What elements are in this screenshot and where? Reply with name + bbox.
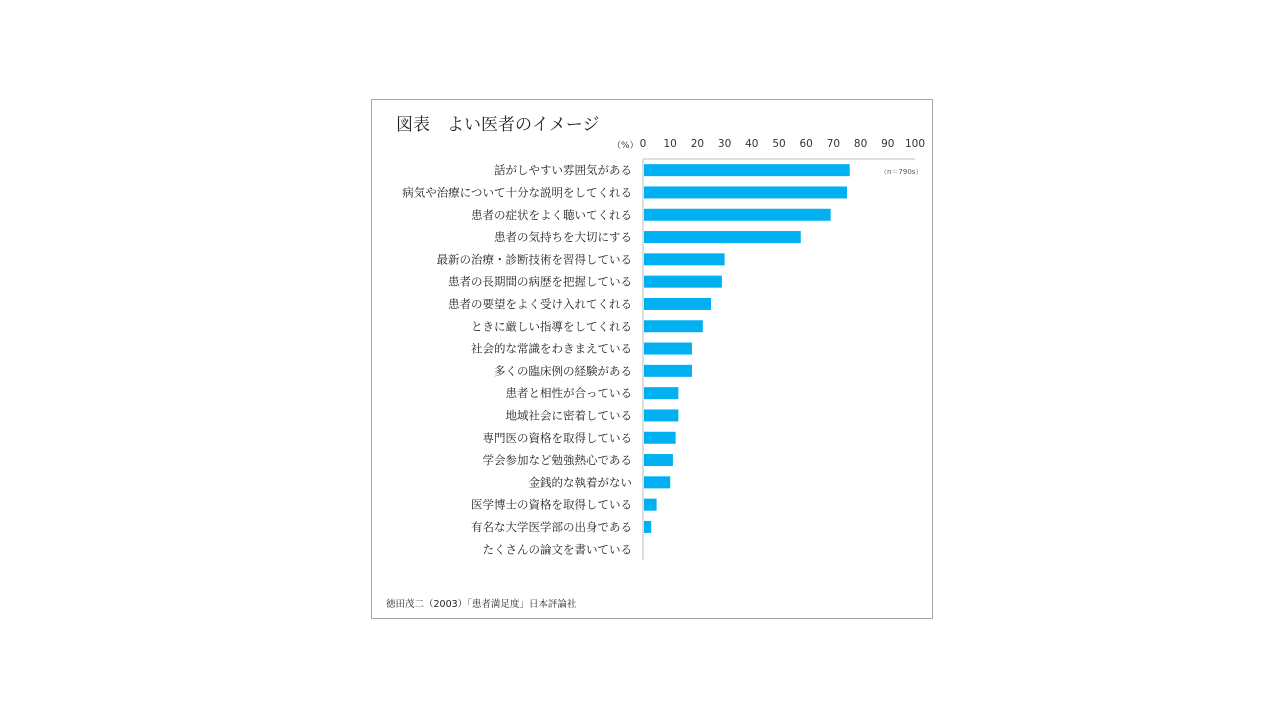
x-tick-label: 40 xyxy=(745,138,759,150)
chart-frame xyxy=(371,99,933,619)
bar xyxy=(644,454,673,466)
unit-label: （%） xyxy=(612,141,639,151)
category-label: たくさんの論文を書いている xyxy=(482,542,632,557)
x-tick-label: 10 xyxy=(663,138,677,150)
source-citation: 徳田茂二（2003）「患者満足度」日本評論社 xyxy=(386,599,577,610)
category-label: 患者と相性が合っている xyxy=(505,386,632,401)
category-label: 有名な大学医学部の出身である xyxy=(471,519,632,534)
x-tick-label: 80 xyxy=(853,138,868,150)
bar xyxy=(644,164,850,176)
category-label: 地域社会に密着している xyxy=(505,408,632,423)
x-tick-label: 100 xyxy=(904,138,926,150)
bar xyxy=(644,231,801,243)
x-tick-label: 60 xyxy=(799,138,813,150)
category-label: 学会参加など勉強熱心である xyxy=(482,453,632,468)
bar xyxy=(644,499,657,511)
bar xyxy=(644,186,847,198)
category-label: ときに厳しい指導をしてくれる xyxy=(471,319,632,334)
category-label: 患者の要望をよく受け入れてくれる xyxy=(448,296,632,311)
category-label: 多くの臨床例の経験がある xyxy=(494,363,632,378)
category-label: 話がしやすい雰囲気がある xyxy=(494,163,632,178)
bar xyxy=(644,253,725,265)
bar xyxy=(644,387,678,399)
category-label: 社会的な常識をわきまえている xyxy=(471,341,632,356)
bar-chart xyxy=(372,100,934,620)
category-label: 患者の気持ちを大切にする xyxy=(494,230,632,245)
bar xyxy=(644,409,678,421)
sample-size-note: （n＝790s） xyxy=(880,168,923,176)
x-tick-label: 20 xyxy=(690,138,705,150)
category-label: 病気や治療について十分な説明をしてくれる xyxy=(402,185,632,200)
chart-title: 図表 よい医者のイメージ xyxy=(396,115,600,135)
category-label: 医学博士の資格を取得している xyxy=(471,497,632,512)
bar xyxy=(644,432,676,444)
x-tick-label: 0 xyxy=(639,138,647,150)
x-tick-label: 30 xyxy=(717,138,732,150)
x-tick-label: 90 xyxy=(881,138,895,150)
category-label: 最新の治療・診断技術を習得している xyxy=(436,252,632,267)
bar xyxy=(644,209,831,221)
bar xyxy=(644,476,670,488)
bar xyxy=(644,365,692,377)
category-label: 専門医の資格を取得している xyxy=(482,430,632,445)
x-tick-label: 70 xyxy=(826,138,841,150)
x-tick-label: 50 xyxy=(772,138,786,150)
category-label: 患者の長期間の病歴を把握している xyxy=(448,274,632,289)
bar xyxy=(644,276,722,288)
bar xyxy=(644,343,692,355)
category-label: 患者の症状をよく聴いてくれる xyxy=(471,207,632,222)
category-label: 金銭的な執着がない xyxy=(528,475,632,490)
bar xyxy=(644,320,703,332)
bar xyxy=(644,521,651,533)
bar xyxy=(644,298,711,310)
